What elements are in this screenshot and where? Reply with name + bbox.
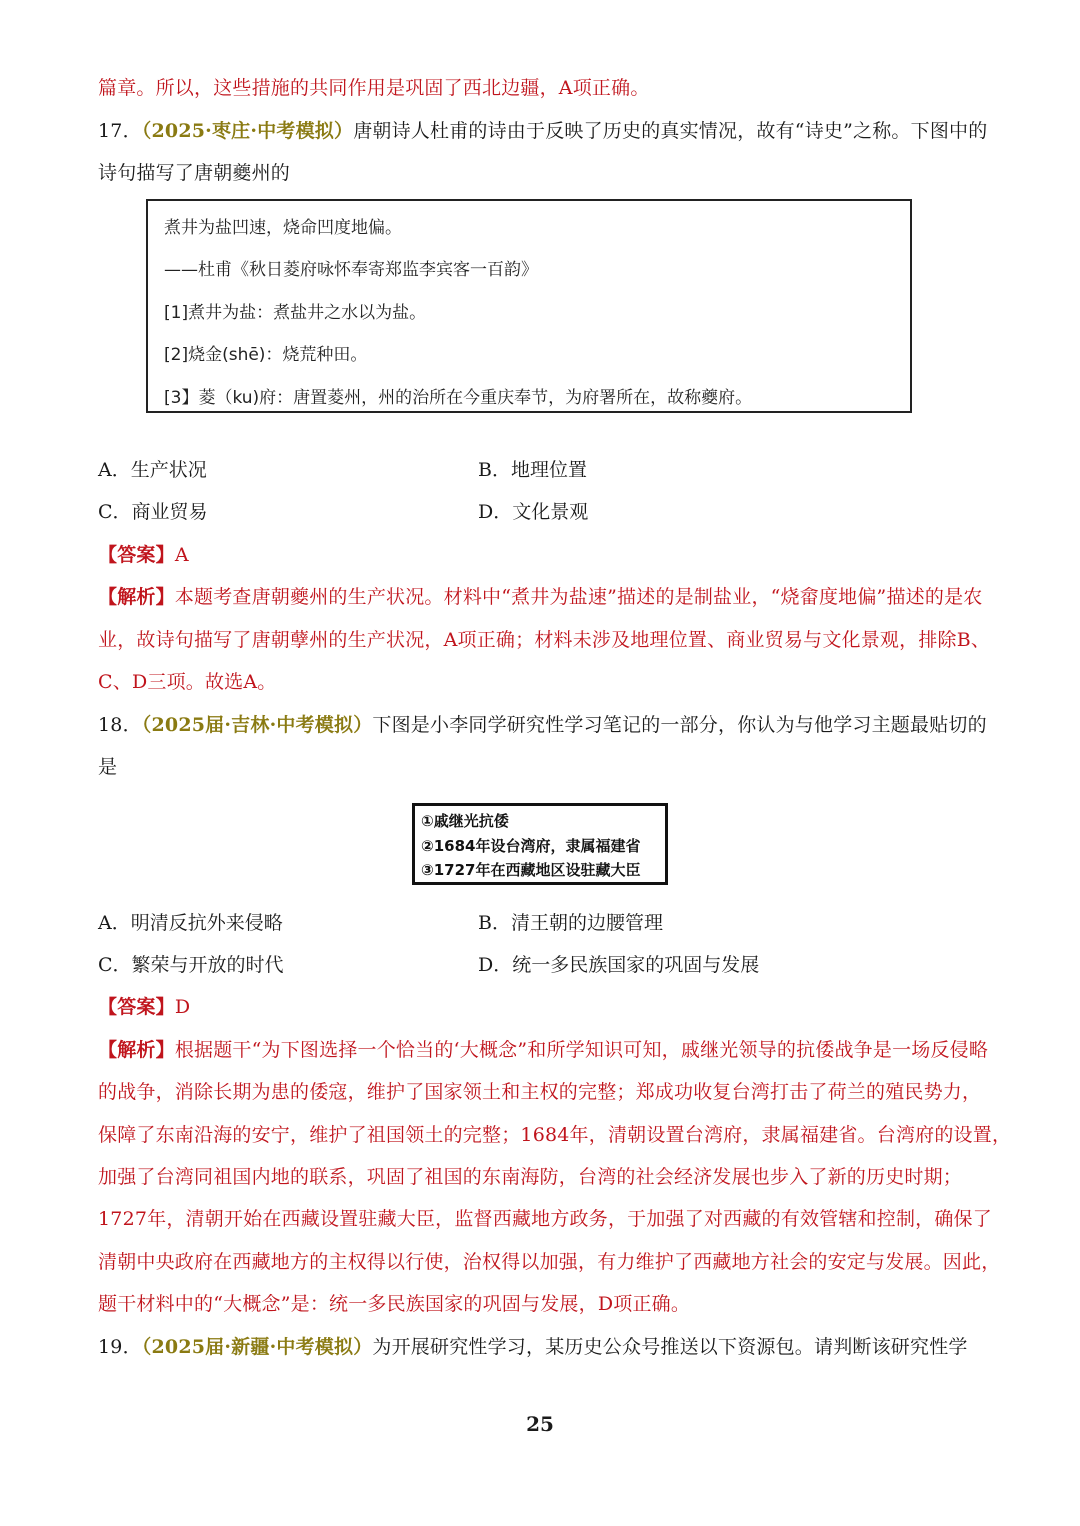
q17-answer-value: A (174, 544, 189, 566)
poem-note-3: [3】菱（ku)府：唐置菱州，州的治所在今重庆奉节，为府署所在，故称夔府。 (164, 388, 753, 408)
q18-answer-label: 【答案】 (98, 996, 175, 1018)
q17-answer (98, 543, 189, 567)
poem-line-1: 煮井为盐凹速，烧命凹度地偏。 (164, 218, 402, 238)
q17-stem-text: 唐朝诗人杜甫的诗由于反映了历史的真实情况，故有“诗史”之称。下图中的 (353, 120, 988, 142)
q18-answer (98, 995, 190, 1019)
q18-analysis-line7: 题干材料中的“大概念”是：统一多民族国家的巩固与发展，D项正确。 (98, 1293, 691, 1315)
q18-analysis-line3: 保障了东南沿海的安宁，维护了祖国领土的完整；1684年，清朝设置台湾府，隶属福建省。台湾府的设置， (98, 1124, 1012, 1146)
q18-stem-text: 下图是小李同学研究性学习笔记的一部分，你认为与他学习主题最贴切的 (372, 714, 987, 736)
page-number: 25 (526, 1412, 554, 1436)
q18-option-a: A．明清反抗外来侵略 (98, 912, 283, 934)
q17-option-a: A．生产状况 (98, 459, 207, 481)
q18-analysis-line4: 加强了台湾同祖国内地的联系，巩固了祖国的东南海防，台湾的社会经济发展也步入了新的历史时期； (98, 1166, 963, 1188)
q17-stem-line1 (98, 119, 987, 143)
q18-analysis-line5: 1727年，清朝开始在西藏设置驻藏大臣，监督西藏地方政务，于加强了对西藏的有效管辖和控制，确保了 (98, 1208, 992, 1230)
q18-analysis-line2: 的战争，消除长期为患的倭寇，维护了国家领土和主权的完整；郑成功收复台湾打击了荷兰的殖民势力， (98, 1081, 982, 1103)
note-line-3: ③1727年在西藏地区设驻藏大臣 (421, 861, 641, 879)
q17-analysis-label: 【解析】 (98, 586, 175, 608)
q18-note-box (412, 803, 668, 885)
q18-stem-line1 (98, 713, 987, 737)
q17-analysis-line3: C、D三项。故选A。 (98, 671, 277, 693)
q17-poem-box (146, 199, 912, 413)
q18-analysis-line1 (98, 1038, 988, 1062)
q18-analysis-line6: 清朝中央政府在西藏地方的主权得以行使，治权得以加强，有力维护了西藏地方社会的安定与发展。因此， (98, 1251, 1001, 1273)
prev-analysis-tail: 篇章。所以，这些措施的共同作用是巩固了西北边疆，A项正确。 (98, 77, 650, 99)
q17-analysis-line2: 业，故诗句描写了唐朝孽州的生产状况，A项正确；材料未涉及地理位置、商业贸易与文化景观，排除B、 (98, 629, 991, 651)
q18-stem-line2: 是 (98, 756, 118, 778)
q17-stem-line2: 诗句描写了唐朝夔州的 (98, 162, 291, 184)
poem-note-1: [1]煮井为盐：煮盐井之水以为盐。 (164, 303, 427, 323)
q19-stem-text: 为开展研究性学习，某历史公众号推送以下资源包。请判断该研究性学 (372, 1336, 968, 1358)
q17-number: 17． (98, 120, 142, 142)
q17-analysis-text1: 本题考查唐朝夔州的生产状况。材料中“煮井为盐速”描述的是制盐业，“烧畲度地偏”描述的是农 (174, 586, 983, 608)
q17-source: （2025·枣庄·中考模拟） (141, 120, 354, 142)
q17-option-b: B．地理位置 (478, 459, 587, 481)
q18-analysis-text1: 根据题干“为下图选择一个恰当的‘大概念”和所学知识可知，戚继光领导的抗倭战争是一场反侵略 (174, 1039, 989, 1061)
q18-source: （2025届·吉林·中考模拟） (141, 714, 373, 736)
note-line-2: ②1684年设台湾府，隶属福建省 (421, 837, 641, 855)
q18-option-c: C．繁荣与开放的时代 (98, 954, 284, 976)
q17-option-d: D．文化景观 (478, 501, 589, 523)
q18-answer-value: D (174, 996, 191, 1018)
poem-note-2: [2]烧金(shē)：烧荒种田。 (164, 345, 368, 365)
q17-analysis-line1 (98, 585, 982, 609)
q19-stem-line1 (98, 1335, 968, 1359)
q19-source: （2025届·新疆·中考模拟） (141, 1336, 373, 1358)
q19-number: 19． (98, 1336, 142, 1358)
q17-answer-label: 【答案】 (98, 544, 175, 566)
note-line-1: ①戚继光抗倭 (421, 812, 509, 830)
q18-option-b: B．清王朝的边腰管理 (478, 912, 663, 934)
q18-number: 18． (98, 714, 142, 736)
poem-line-2: ——杜甫《秋日菱府咏怀奉寄郑监李宾客一百韵》 (164, 260, 538, 280)
q18-option-d: D．统一多民族国家的巩固与发展 (478, 954, 760, 976)
q18-analysis-label: 【解析】 (98, 1039, 175, 1061)
q17-option-c: C．商业贸易 (98, 501, 208, 523)
